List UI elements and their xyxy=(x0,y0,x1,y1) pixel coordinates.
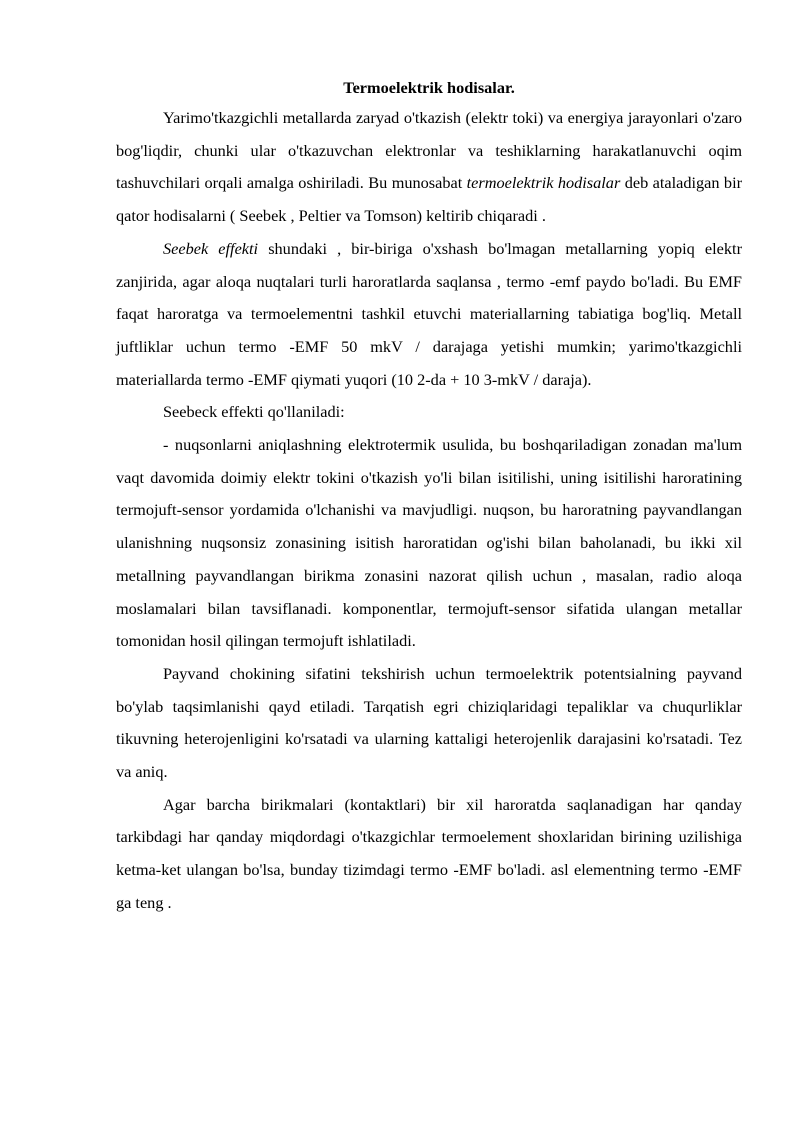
document-page xyxy=(116,74,742,920)
paragraph-intro-text: Yarimo'tkazgichli metallarda zaryad o'tkazish (elektr toki) va energiya jarayonlari o'zaro bog'liqdir, chunki ular o'tkazuvchan elektronlar va teshiklarning harakatlanuvchi oqim tashuvchilari orqali amalga oshiriladi. Bu munosabat xyxy=(116,108,742,193)
paragraph-intro xyxy=(116,102,742,233)
document-title: Termoelektrik hodisalar. xyxy=(343,78,515,97)
paragraph-weld-quality: Payvand chokining sifatini tekshirish uchun termoelektrik potentsialning payvand bo'ylab taqsimlanishi qayd etiladi. Tarqatish egri chiziqlaridagi tepaliklar va chuqurliklar tikuvning heterojenligini ko'rsatadi va ularning kattaligi heterojenlik darajasini ko'rsatadi. Tez va aniq. xyxy=(116,663,742,782)
paragraph-defect-detection: - nuqsonlarni aniqlashning elektrotermik usulida, bu boshqariladigan zonadan ma'lum vaqt davomida doimiy elektr tokini o'tkazish yo'li bilan isitilishi, uning isitilishi haroratining termojuft-sensor yordamida o'lchanishi va mavjudligi. nuqson, bu haroratning payvandlangan ulanishning nuqsonsiz zonasining isitish haroratidan og'ishi bilan baholanadi, bu ikki xil metallning payvandlangan birikma zonasini nazorat qilish uchun , masalan, radio aloqa moslamalari bilan tavsiflanadi. komponentlar, termojuft-sensor sifatida ulangan metallar tomonidan hosil qilingan termojuft ishlatiladi. xyxy=(116,435,742,651)
paragraph-intro-text-end: deb ataladigan bir qator hodisalarni ( Seebek , Peltier va Tomson) keltirib chiqaradi . xyxy=(116,173,743,226)
term-seebeck-effect: Seebek effekti xyxy=(163,238,259,258)
paragraph-seebeck-applications-heading: Seebeck effekti qo'llaniladi: xyxy=(163,402,345,422)
paragraph-seebeck xyxy=(116,233,742,397)
paragraph-seebeck-text: shundaki , bir-biriga o'xshash bo'lmagan metallarning yopiq elektr zanjirida, agar aloqa nuqtalari turli haroratlarda saqlansa , termo -emf paydo bo'ladi. Bu EMF faqat haroratga va termoelementni tashkil etuvchi materiallarning tabiatiga bog'liq. Metall juftliklar uchun termo -EMF 50 mkV / darajaga yetishi mumkin; yarimo'tkazgichli materiallarda termo -EMF qiymati yuqori (10 2-da + 10 3-mkV / daraja). xyxy=(116,238,742,389)
paragraph-conductors: Agar barcha birikmalari (kontaktlari) bir xil haroratda saqlanadigan har qanday tarkibdagi har qanday miqdordagi o'tkazgichlar termoelement shoxlaridan birining uzilishiga ketma-ket ulangan bo'lsa, bunday tizimdagi termo -EMF bo'ladi. asl elementning termo -EMF ga teng . xyxy=(116,794,742,912)
term-thermoelectric-phenomena: termoelektrik hodisalar xyxy=(466,173,621,193)
